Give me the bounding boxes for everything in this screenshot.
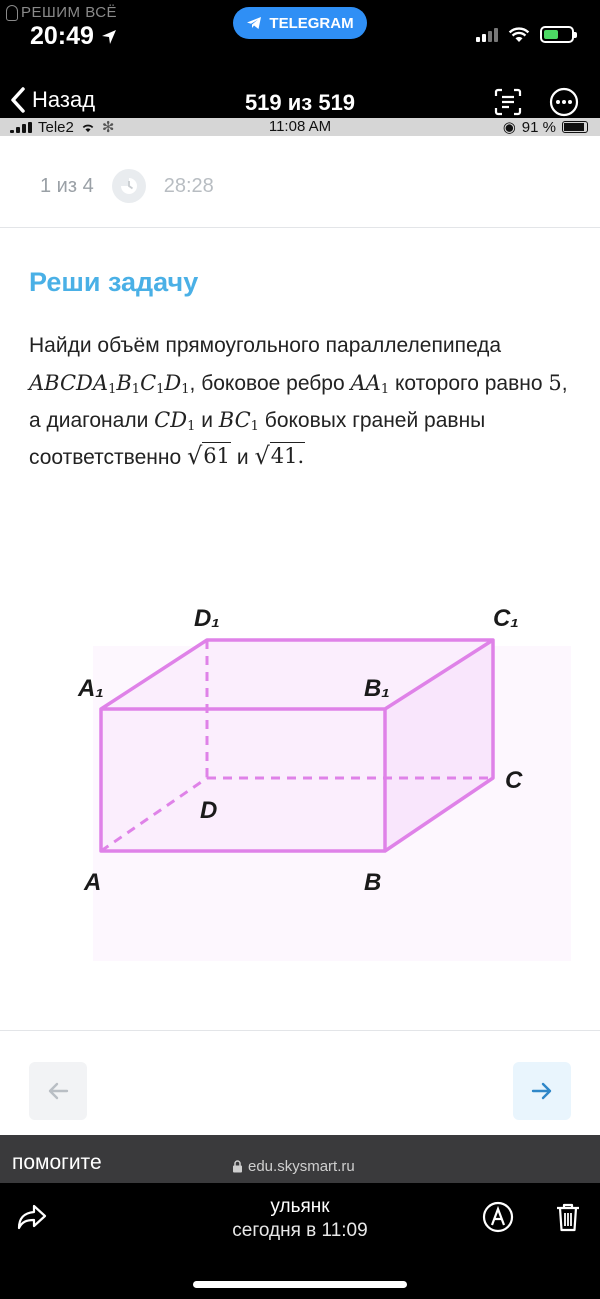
face-front <box>101 709 385 851</box>
scan-text-icon <box>493 87 523 117</box>
timer-icon-badge <box>112 169 146 203</box>
divider <box>0 1030 600 1031</box>
status-time <box>30 22 118 51</box>
math-sub: 1 <box>181 381 190 397</box>
math-token: C <box>140 370 157 395</box>
math-token: D <box>164 370 182 395</box>
telegram-label: TELEGRAM <box>269 14 354 32</box>
telegram-icon <box>246 15 262 31</box>
delete-button[interactable] <box>550 1199 586 1235</box>
math-diag1 <box>154 408 195 432</box>
label-a: A <box>84 869 102 896</box>
message-toolbar <box>0 1183 600 1299</box>
status-bar <box>0 0 600 62</box>
sqrt-value: 41. <box>270 443 305 468</box>
math-sub: 1 <box>250 419 259 434</box>
label-a1: A₁ <box>78 675 104 702</box>
problem-part: Найди объём прямоугольного параллелепипеда <box>29 334 502 357</box>
more-button[interactable] <box>548 86 580 118</box>
math-box-name <box>29 371 190 395</box>
math-token: AA <box>350 370 381 395</box>
arrow-left-icon <box>47 1082 69 1100</box>
inner-activity-icon: ✻ <box>101 119 115 136</box>
chevron-left-icon <box>8 86 28 114</box>
text-recognize-button[interactable] <box>492 86 524 118</box>
problem-part: и <box>236 445 249 469</box>
back-label: Назад <box>32 87 96 112</box>
problem-part: боковых граней равны соответственно <box>29 409 486 469</box>
lock-icon <box>232 1160 243 1173</box>
sqrt-61: √ 61 <box>186 441 231 470</box>
location-arrow-icon <box>100 28 118 46</box>
math-sub: 1 <box>156 381 165 397</box>
browser-url-bar <box>0 1135 600 1183</box>
inner-carrier: Tele2 <box>38 118 74 136</box>
lightbulb-icon <box>6 5 18 21</box>
task-heading: Реши задачу <box>29 267 199 297</box>
problem-text <box>29 328 574 476</box>
math-sub: 1 <box>131 381 141 397</box>
quiz-progress <box>40 169 214 203</box>
telegram-pill[interactable] <box>233 7 367 39</box>
sent-time: сегодня в 11:09 <box>232 1220 368 1241</box>
label-d1: D₁ <box>194 605 220 632</box>
label-c: C <box>505 767 523 794</box>
message-caption: помогите <box>12 1151 102 1174</box>
math-token: ABCDA <box>29 370 109 395</box>
label-b1: B₁ <box>364 675 390 702</box>
next-button[interactable] <box>513 1062 571 1120</box>
system-icons <box>476 26 574 43</box>
status-time-text: 20:49 <box>30 22 94 50</box>
parallelepiped-figure <box>0 596 600 966</box>
step-counter: 1 из 4 <box>40 174 94 197</box>
watermark-text: РЕШИМ ВСЁ <box>21 4 118 21</box>
sqrt-value: 61 <box>203 443 231 468</box>
inner-lock-rotation-icon: ◉ <box>502 119 516 136</box>
wifi-icon <box>508 27 530 43</box>
math-token: B <box>116 370 132 395</box>
label-d: D <box>200 797 218 824</box>
page-title: 519 из 519 <box>244 90 356 115</box>
math-token: BC <box>218 408 251 432</box>
math-token: CD <box>154 408 188 432</box>
battery-icon <box>540 26 574 43</box>
markup-button[interactable] <box>480 1199 516 1235</box>
inner-battery-text: 91 % <box>521 118 556 136</box>
problem-part: и <box>201 409 213 432</box>
trash-icon <box>554 1201 582 1233</box>
url-field[interactable] <box>232 1158 355 1175</box>
sender-name: ульянк <box>270 1196 330 1217</box>
math-edge-value: 5 <box>548 370 562 395</box>
inner-time: 11:08 AM <box>268 118 332 135</box>
math-sub: 1 <box>108 381 117 397</box>
math-sub: 1 <box>187 419 196 434</box>
problem-part: которого равно <box>394 371 543 395</box>
inner-battery-icon <box>562 121 588 133</box>
markup-pen-icon <box>482 1201 514 1233</box>
prev-button[interactable] <box>29 1062 87 1120</box>
home-indicator <box>193 1281 407 1288</box>
arrow-right-icon <box>531 1082 553 1100</box>
problem-part: , а диагонали <box>29 371 568 432</box>
divider <box>0 227 600 228</box>
label-c1: C₁ <box>493 605 519 632</box>
timer-value: 28:28 <box>163 174 214 197</box>
math-diag2 <box>219 408 259 432</box>
math-sub: 1 <box>380 381 390 397</box>
more-icon <box>549 87 579 117</box>
cell-signal-icon <box>476 28 498 42</box>
math-edge <box>351 371 390 395</box>
label-b: B <box>364 869 382 896</box>
sqrt-41: √ 41. <box>254 441 305 470</box>
inner-status-bar <box>0 118 600 136</box>
quiz-page <box>0 136 600 1135</box>
back-button[interactable] <box>8 86 95 114</box>
url-text: edu.skysmart.ru <box>248 1158 355 1175</box>
watermark <box>6 4 117 21</box>
clock-icon <box>119 176 139 196</box>
problem-part: , боковое ребро <box>189 371 345 395</box>
